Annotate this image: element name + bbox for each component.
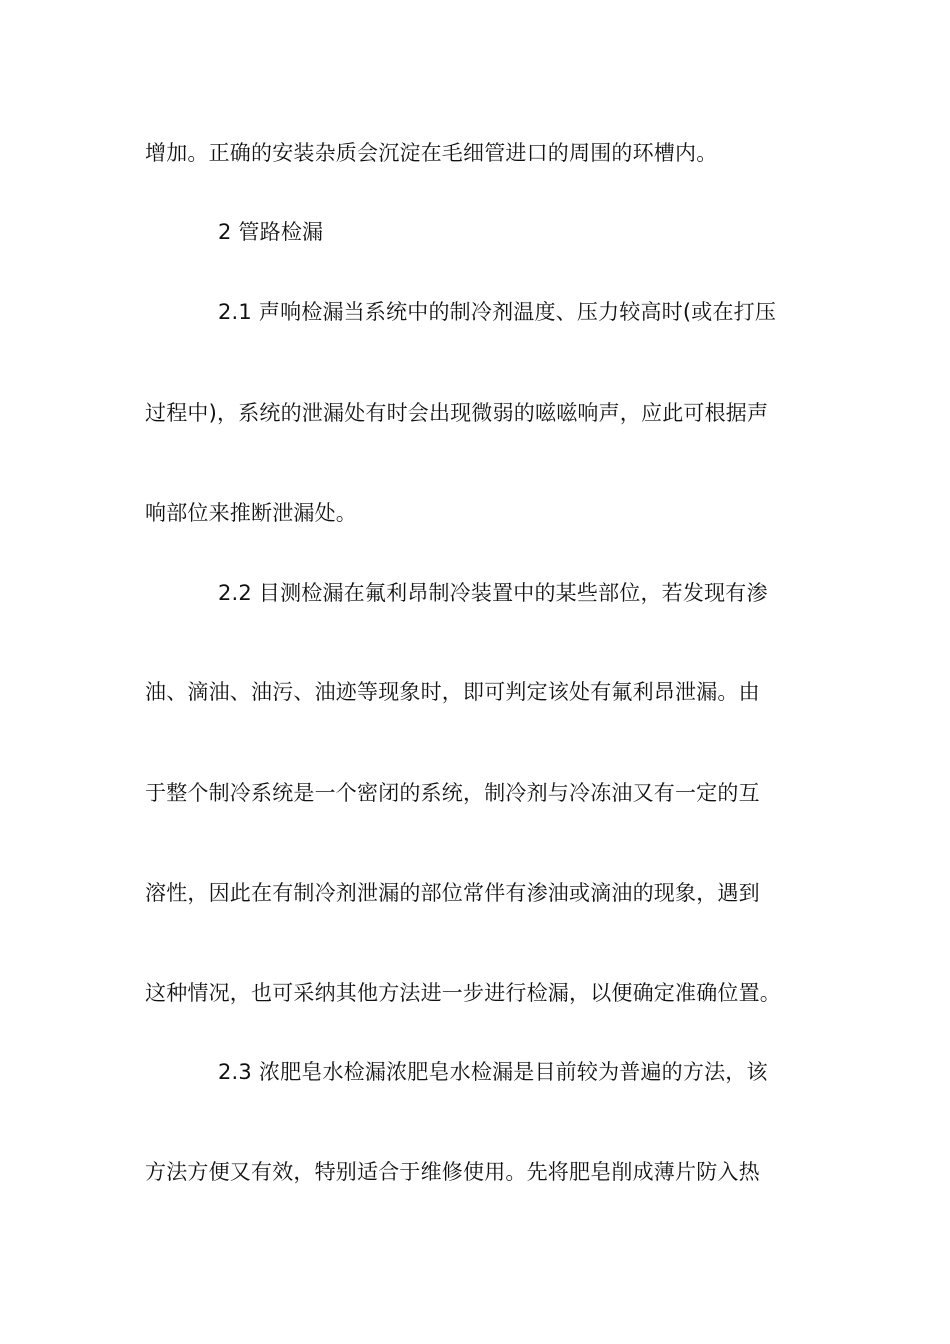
paragraph-line: 油、滴油、油污、油迹等现象时，即可判定该处有氟利昂泄漏。由 bbox=[145, 680, 760, 704]
paragraph-line: 增加。正确的安装杂质会沉淀在毛细管进口的周围的环槽内。 bbox=[145, 141, 718, 165]
subsection-heading-line: 2.1 声响检漏当系统中的制冷剂温度、压力较高时(或在打压 bbox=[218, 300, 777, 324]
section-heading: 2 管路检漏 bbox=[218, 220, 324, 244]
paragraph-line: 这种情况，也可采纳其他方法进一步进行检漏，以便确定准确位置。 bbox=[145, 981, 781, 1005]
paragraph-line: 响部位来推断泄漏处。 bbox=[145, 501, 357, 525]
subsection-heading-line: 2.2 目测检漏在氟利昂制冷装置中的某些部位，若发现有渗 bbox=[218, 581, 768, 605]
paragraph-line: 溶性，因此在有制冷剂泄漏的部位常伴有渗油或滴油的现象，遇到 bbox=[145, 881, 760, 905]
paragraph-line: 于整个制冷系统是一个密闭的系统，制冷剂与冷冻油又有一定的互 bbox=[145, 781, 760, 805]
subsection-heading-line: 2.3 浓肥皂水检漏浓肥皂水检漏是目前较为普遍的方法，该 bbox=[218, 1060, 768, 1084]
paragraph-line: 过程中)，系统的泄漏处有时会出现微弱的嗞嗞响声，应此可根据声 bbox=[145, 401, 769, 425]
paragraph-line: 方法方便又有效，特别适合于维修使用。先将肥皂削成薄片防入热 bbox=[145, 1160, 760, 1184]
